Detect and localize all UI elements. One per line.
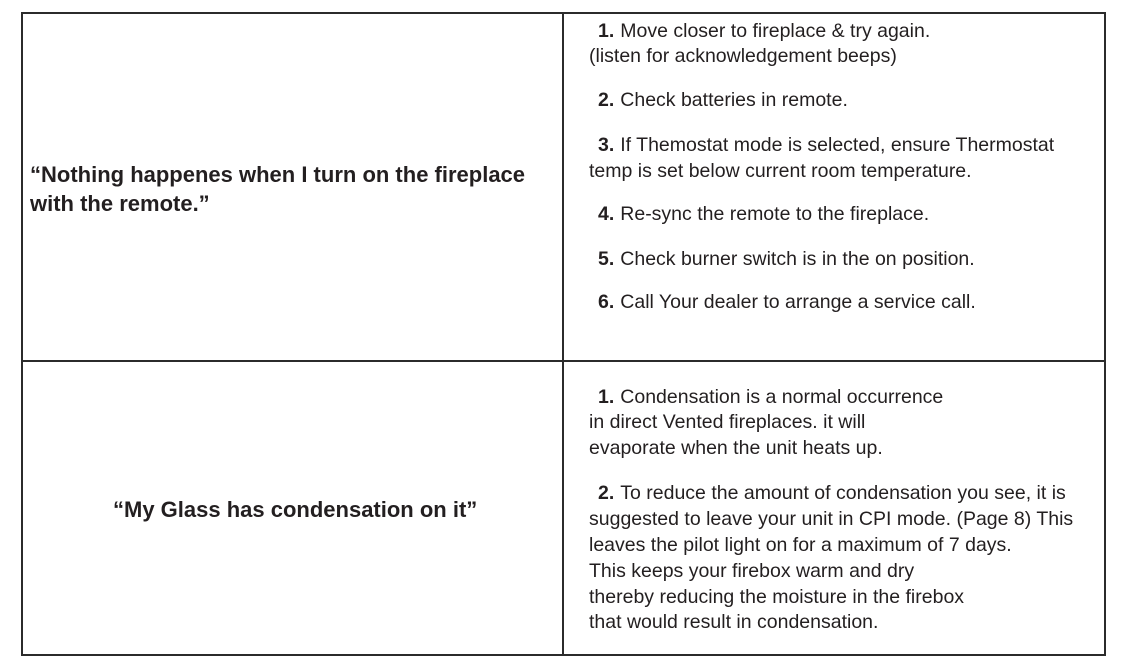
problem-text: “Nothing happenes when I turn on the fireplace <box>30 162 526 187</box>
table-border-left <box>21 12 23 656</box>
table-border-right <box>1104 12 1106 656</box>
step-text: Check batteries in remote. <box>620 89 848 111</box>
step-number: 4. <box>598 203 615 225</box>
step-text: To reduce the amount of condensation you see, it is <box>620 482 1066 504</box>
step-text: thereby reducing the moisture in the firebox <box>589 586 965 608</box>
step-number: 2. <box>598 89 615 111</box>
table-border-top <box>22 12 1106 14</box>
step-item <box>598 133 1054 157</box>
step-item <box>598 290 976 314</box>
row-divider <box>22 360 1106 362</box>
step-text: Condensation is a normal occurrence <box>620 386 944 408</box>
step-text: that would result in condensation. <box>589 611 879 633</box>
step-text: (listen for acknowledgement beeps) <box>589 45 897 67</box>
step-text: evaporate when the unit heats up. <box>589 437 883 459</box>
table-border-bottom <box>22 654 1106 656</box>
step-text: in direct Vented fireplaces. it will <box>589 411 866 433</box>
step-text: If Themostat mode is selected, ensure Thermostat <box>620 134 1055 156</box>
step-item <box>598 385 943 409</box>
step-number: 6. <box>598 291 615 313</box>
problem-text: “My Glass has condensation on it” <box>113 497 478 522</box>
step-text: suggested to leave your unit in CPI mode. (Page 8) This <box>589 508 1074 530</box>
step-item <box>598 202 929 226</box>
step-text: This keeps your firebox warm and dry <box>589 560 915 582</box>
step-item <box>598 247 975 271</box>
step-text: Call Your dealer to arrange a service call. <box>620 291 976 313</box>
step-text: Re-sync the remote to the fireplace. <box>620 203 930 225</box>
problem-text: with the remote.” <box>30 191 210 216</box>
step-text: leaves the pilot light on for a maximum of 7 days. <box>589 534 1012 556</box>
step-number: 1. <box>598 20 615 42</box>
step-number: 2. <box>598 482 615 504</box>
step-item <box>598 481 1066 505</box>
step-number: 1. <box>598 386 615 408</box>
step-item <box>598 19 930 43</box>
step-item <box>598 88 848 112</box>
column-divider <box>562 12 564 656</box>
step-number: 5. <box>598 248 615 270</box>
step-text: Move closer to fireplace & try again. <box>620 20 931 42</box>
step-text: temp is set below current room temperature. <box>589 160 972 182</box>
step-number: 3. <box>598 134 615 156</box>
step-text: Check burner switch is in the on position. <box>620 248 975 270</box>
